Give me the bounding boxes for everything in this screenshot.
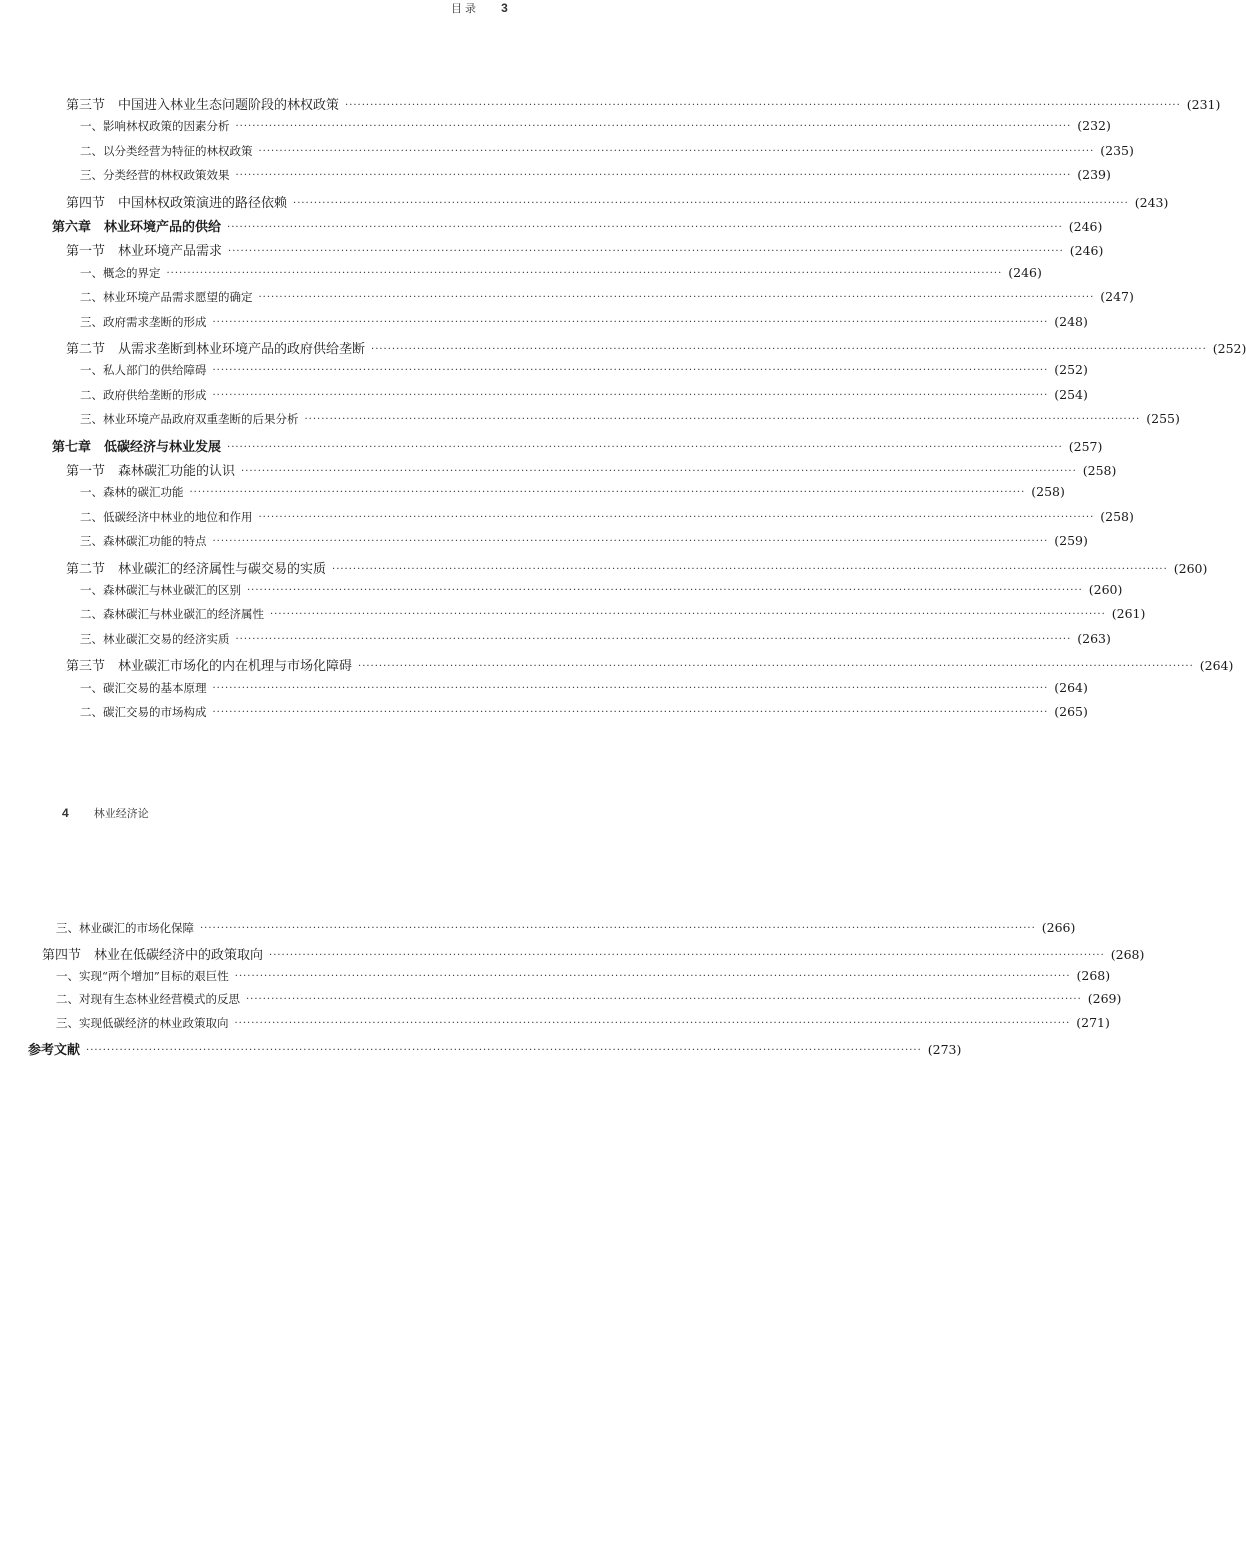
toc-entry-page: (246) xyxy=(1008,264,1042,280)
toc-entry-item xyxy=(80,704,1088,720)
dot-leader: ········································································································································································································ xyxy=(258,145,1095,157)
toc-entry-title: 第一节 森林碳汇功能的认识 xyxy=(66,464,236,479)
toc-entry-page: (235) xyxy=(1100,142,1134,158)
toc-entry-page: (264) xyxy=(1054,679,1088,695)
toc-entry-title: 二、林业环境产品需求愿望的确定 xyxy=(80,290,253,305)
dot-leader: ········································································································································································································ xyxy=(345,100,1181,111)
toc-entry-title: 一、碳汇交易的基本原理 xyxy=(80,680,207,695)
toc-entry-page: (260) xyxy=(1088,582,1123,597)
dot-leader: ········································································································································································································ xyxy=(235,633,1072,645)
toc-entry-section xyxy=(66,192,1169,211)
dot-leader: ········································································································································································································ xyxy=(235,121,1072,133)
toc-entry-item xyxy=(80,313,1088,330)
toc-entry-title: 第三节 林业碳汇市场化的内在机理与市场化障碍 xyxy=(66,659,353,675)
dot-leader: ········································································································································································································ xyxy=(212,389,1049,401)
toc-entry-item xyxy=(80,582,1123,598)
toc-entry-title: 第二节 林业碳汇的经济属性与碳交易的实质 xyxy=(66,561,327,577)
toc-entry-item xyxy=(80,679,1088,696)
dot-leader: ········································································································································································································ xyxy=(358,661,1194,673)
toc-entry-item xyxy=(80,118,1111,134)
dot-leader: ········································································································································································································ xyxy=(212,536,1049,548)
toc-entry-page: (257) xyxy=(1068,438,1103,454)
dot-leader: ········································································································································································································ xyxy=(212,707,1049,718)
toc-entry-page: (273) xyxy=(927,1042,962,1057)
toc-entry-title: 三、林业碳汇交易的经济实质 xyxy=(80,631,230,646)
toc-entry-page: (246) xyxy=(1069,243,1104,259)
toc-entry-page: (269) xyxy=(1087,991,1122,1007)
dot-leader: ········································································································································································································ xyxy=(270,609,1106,621)
dot-leader: ········································································································································································································ xyxy=(371,344,1207,355)
dot-leader: ········································································································································································································ xyxy=(212,316,1049,328)
toc-entry-item xyxy=(56,967,1111,984)
toc-entry-title: 二、低碳经济中林业的地位和作用 xyxy=(80,509,253,524)
toc-page-3 xyxy=(0,0,1246,740)
dot-leader: ········································································································································································································ xyxy=(235,170,1072,182)
toc-entry-page: (258) xyxy=(1082,463,1117,478)
toc-entry-title: 一、私人部门的供给障碍 xyxy=(80,363,207,378)
toc-entry-page: (268) xyxy=(1110,946,1145,962)
toc-entry-page: (239) xyxy=(1077,167,1111,183)
toc-entry-item xyxy=(80,386,1088,403)
toc-entry-section xyxy=(66,558,1208,577)
toc-entry-section xyxy=(66,655,1234,675)
toc-entry-title: 二、对现有生态林业经营模式的反思 xyxy=(56,992,240,1007)
toc-entry-title: 二、碳汇交易的市场构成 xyxy=(80,705,207,719)
toc-entry-page: (255) xyxy=(1146,411,1180,427)
dot-leader: ········································································································································································································ xyxy=(258,292,1095,304)
toc-entry-section xyxy=(66,338,1246,357)
toc-entry-page: (268) xyxy=(1076,967,1111,983)
toc-entry-item xyxy=(80,362,1088,378)
toc-entry-title: 一、实现“两个增加”目标的艰巨性 xyxy=(56,968,229,983)
dot-leader: ········································································································································································································ xyxy=(86,1045,922,1056)
dot-leader: ········································································································································································································ xyxy=(227,441,1063,453)
toc-entry-page: (263) xyxy=(1077,630,1111,646)
toc-entry-item xyxy=(80,606,1146,622)
toc-entry-page: (259) xyxy=(1054,533,1088,549)
dot-leader: ········································································································································································································ xyxy=(166,267,1003,279)
dot-leader: ········································································································································································································ xyxy=(212,365,1049,377)
dot-leader: ········································································································································································································ xyxy=(234,970,1071,982)
toc-entry-page: (231) xyxy=(1186,97,1221,112)
toc-entry-item xyxy=(56,991,1122,1007)
dot-leader: ········································································································································································································ xyxy=(234,1018,1071,1030)
header-label: 林业经济论 xyxy=(93,808,149,820)
toc-entry-section xyxy=(42,944,1145,963)
dot-leader: ········································································································································································································ xyxy=(212,682,1049,694)
toc-entry-title: 二、森林碳汇与林业碳汇的经济属性 xyxy=(80,607,264,622)
toc-entry-page: (246) xyxy=(1068,219,1103,234)
toc-entry-title: 三、实现低碳经济的林业政策取向 xyxy=(56,1016,229,1031)
dot-leader: ········································································································································································································ xyxy=(241,466,1077,477)
toc-entry-page: (252) xyxy=(1212,341,1246,356)
toc-entry-page: (243) xyxy=(1134,194,1169,210)
toc-entry-title: 三、森林碳汇功能的特点 xyxy=(80,534,207,549)
toc-entry-page: (232) xyxy=(1077,118,1111,134)
toc-entry-item xyxy=(80,289,1134,305)
toc-entry-chapter xyxy=(52,216,1103,235)
toc-entry-section xyxy=(66,460,1117,479)
toc-entry-chapter xyxy=(52,436,1103,455)
toc-entry-section xyxy=(66,94,1221,113)
toc-entry-title: 二、政府供给垄断的形成 xyxy=(80,387,207,402)
toc-entry-item xyxy=(80,630,1111,647)
dot-leader: ········································································································································································································ xyxy=(228,246,1064,258)
toc-entry-page: (258) xyxy=(1100,508,1134,524)
toc-entry-page: (247) xyxy=(1100,289,1134,305)
toc-entry-item xyxy=(56,920,1076,936)
toc-entry-title: 二、以分类经营为特征的林权政策 xyxy=(80,143,253,158)
toc-entry-title: 第六章 林业环境产品的供给 xyxy=(52,220,222,235)
toc-entry-page: (265) xyxy=(1054,704,1088,719)
toc-entry-title: 三、分类经营的林权政策效果 xyxy=(80,168,230,183)
header-page-number: 3 xyxy=(501,1,508,15)
toc-page-4 xyxy=(0,780,1145,1100)
toc-entry-item xyxy=(80,411,1180,427)
toc-entry-page: (248) xyxy=(1054,313,1088,329)
toc-entry-page: (271) xyxy=(1076,1015,1110,1031)
toc-entry-item xyxy=(80,142,1134,159)
toc-entry-title: 三、政府需求垄断的形成 xyxy=(80,314,207,329)
toc-entry-chapter xyxy=(28,1039,962,1058)
dot-leader: ········································································································································································································ xyxy=(269,949,1105,961)
toc-entry-title: 第四节 林业在低碳经济中的政策取向 xyxy=(42,947,264,963)
dot-leader: ········································································································································································································ xyxy=(304,414,1141,426)
toc-entry-title: 第二节 从需求垄断到林业环境产品的政府供给垄断 xyxy=(66,342,366,357)
toc-entry-page: (252) xyxy=(1054,362,1088,378)
running-header xyxy=(62,805,149,821)
header-label: 目 录 xyxy=(451,3,477,15)
toc-entry-page: (266) xyxy=(1041,920,1076,935)
toc-entry-page: (254) xyxy=(1054,386,1088,402)
toc-entry-title: 一、森林碳汇与林业碳汇的区别 xyxy=(80,583,241,597)
toc-entry-page: (261) xyxy=(1111,606,1146,622)
dot-leader: ········································································································································································································ xyxy=(227,222,1063,233)
dot-leader: ········································································································································································································ xyxy=(332,563,1168,575)
toc-entry-title: 第四节 中国林权政策演进的路径依赖 xyxy=(66,195,288,211)
toc-entry-page: (260) xyxy=(1173,560,1208,576)
toc-entry-item xyxy=(80,264,1042,281)
toc-entry-item xyxy=(80,508,1134,525)
toc-entry-title: 一、影响林权政策的因素分析 xyxy=(80,119,230,134)
dot-leader: ········································································································································································································ xyxy=(258,511,1095,523)
dot-leader: ········································································································································································································ xyxy=(293,197,1129,209)
toc-entry-page: (264) xyxy=(1199,658,1234,674)
running-header xyxy=(451,0,508,16)
dot-leader: ········································································································································································································ xyxy=(200,923,1036,934)
toc-entry-item xyxy=(80,484,1065,500)
toc-entry-title: 一、概念的界定 xyxy=(80,265,161,280)
toc-entry-title: 参考文献 xyxy=(28,1043,81,1058)
toc-entry-title: 第七章 低碳经济与林业发展 xyxy=(52,439,222,455)
dot-leader: ········································································································································································································ xyxy=(246,994,1082,1006)
dot-leader: ········································································································································································································ xyxy=(189,487,1026,499)
toc-entry-title: 三、林业环境产品政府双重垄断的后果分析 xyxy=(80,412,299,427)
toc-entry-item xyxy=(80,167,1111,183)
toc-entry-title: 第三节 中国进入林业生态问题阶段的林权政策 xyxy=(66,98,340,113)
toc-entry-item xyxy=(80,533,1088,549)
toc-entry-title: 一、森林的碳汇功能 xyxy=(80,485,184,500)
toc-entry-title: 三、林业碳汇的市场化保障 xyxy=(56,921,194,935)
toc-entry-page: (258) xyxy=(1031,484,1065,500)
toc-entry-title: 第一节 林业环境产品需求 xyxy=(66,244,223,260)
toc-entry-section xyxy=(66,240,1104,260)
dot-leader: ········································································································································································································ xyxy=(247,585,1083,596)
header-page-number: 4 xyxy=(62,806,69,820)
toc-entry-item xyxy=(56,1015,1110,1031)
